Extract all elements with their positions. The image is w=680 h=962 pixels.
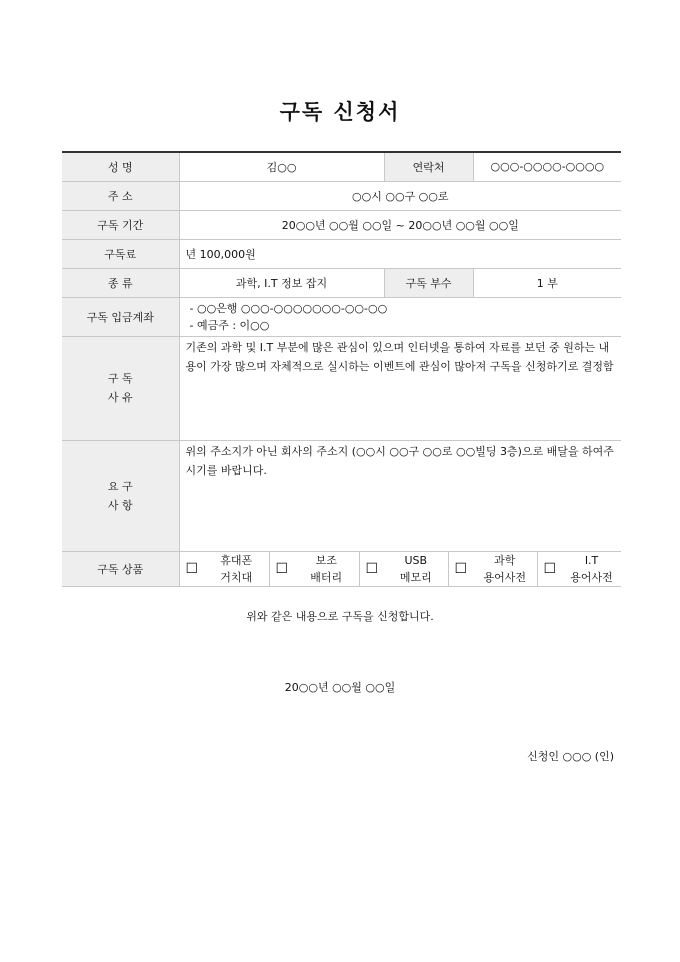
account-row	[62, 297, 621, 336]
product-checkbox-usb[interactable]: ☐	[359, 551, 384, 586]
applicant-signature: 신청인 ○○○ (인)	[527, 750, 614, 763]
copies-label: 구독 부수	[384, 268, 473, 297]
product-science-dictionary-line1: 과학	[494, 553, 516, 567]
product-checkbox-it-dictionary[interactable]: ☐	[537, 551, 562, 586]
product-usb-line2: 메모리	[399, 570, 432, 584]
period-label: 구독 기간	[62, 210, 179, 239]
product-it-dictionary-line2: 용어사전	[570, 570, 613, 584]
product-battery	[294, 551, 359, 586]
product-checkbox-science-dictionary[interactable]: ☐	[448, 551, 473, 586]
product-battery-line2: 배터리	[310, 570, 343, 584]
product-phone-holder-line1: 휴대폰	[220, 553, 253, 567]
reason-label-line1: 구 독	[107, 372, 133, 385]
products-row	[62, 551, 621, 586]
name-row	[62, 152, 621, 181]
product-battery-line1: 보조	[315, 553, 337, 567]
application-date: 20○○년 ○○월 ○○일	[284, 681, 396, 694]
product-it-dictionary-line1: I.T	[584, 553, 599, 567]
reason-label	[62, 336, 179, 440]
product-usb-line1: USB	[404, 553, 428, 567]
copies-value: 1 부	[473, 268, 621, 297]
account-bank-line: - ○○은행 ○○○-○○○○○○○-○○-○○	[189, 301, 388, 315]
period-value: 20○○년 ○○월 ○○일 ~ 20○○년 ○○월 ○○일	[179, 210, 621, 239]
reason-text: 기존의 과학 및 I.T 부분에 많은 관심이 있으며 인터넷을 통하여 자료를 보던 중 원하는 내용이 가장 많으며 자체적으로 실시하는 이벤트에 관심이 많아져 구독을 신청하기로 결정함	[179, 336, 621, 440]
products-label: 구독 상품	[62, 551, 179, 586]
request-label-line2: 사 항	[107, 498, 133, 512]
document-title: 구독 신청서	[279, 100, 401, 124]
product-checkbox-battery[interactable]: ☐	[269, 551, 294, 586]
type-label: 종 류	[62, 268, 179, 297]
name-value: 김○○	[179, 152, 384, 181]
request-label	[62, 440, 179, 551]
name-label: 성 명	[62, 152, 179, 181]
address-row	[62, 181, 621, 210]
request-label-line1: 요 구	[107, 479, 133, 493]
type-value: 과학, I.T 정보 잡지	[179, 268, 384, 297]
request-row	[62, 440, 621, 551]
contact-value: ○○○-○○○○-○○○○	[473, 152, 621, 181]
product-science-dictionary-line2: 용어사전	[483, 570, 527, 584]
product-checkbox-phone-holder[interactable]: ☐	[179, 551, 204, 586]
address-label: 주 소	[62, 181, 179, 210]
confirmation-statement: 위와 같은 내용으로 구독을 신청합니다.	[246, 610, 434, 623]
product-phone-holder	[204, 551, 269, 586]
request-text: 위의 주소지가 아닌 회사의 주소지 (○○시 ○○구 ○○로 ○○빌딩 3층)으로 배달을 하여주시기를 바랍니다.	[179, 440, 621, 551]
account-holder-line: - 예금주 : 이○○	[189, 318, 270, 332]
fee-label: 구독료	[62, 239, 179, 268]
reason-label-line2: 사 유	[107, 391, 133, 404]
period-row	[62, 210, 621, 239]
account-label: 구독 입금계좌	[62, 297, 179, 336]
product-phone-holder-line2: 거치대	[220, 570, 253, 584]
account-value	[179, 297, 621, 336]
product-it-dictionary	[562, 551, 621, 586]
product-usb	[384, 551, 448, 586]
product-science-dictionary	[473, 551, 537, 586]
subscription-form-table	[62, 151, 621, 587]
address-value: ○○시 ○○구 ○○로	[179, 181, 621, 210]
contact-label: 연락처	[384, 152, 473, 181]
fee-value: 년 100,000원	[179, 239, 621, 268]
fee-row	[62, 239, 621, 268]
reason-row	[62, 336, 621, 440]
type-row	[62, 268, 621, 297]
